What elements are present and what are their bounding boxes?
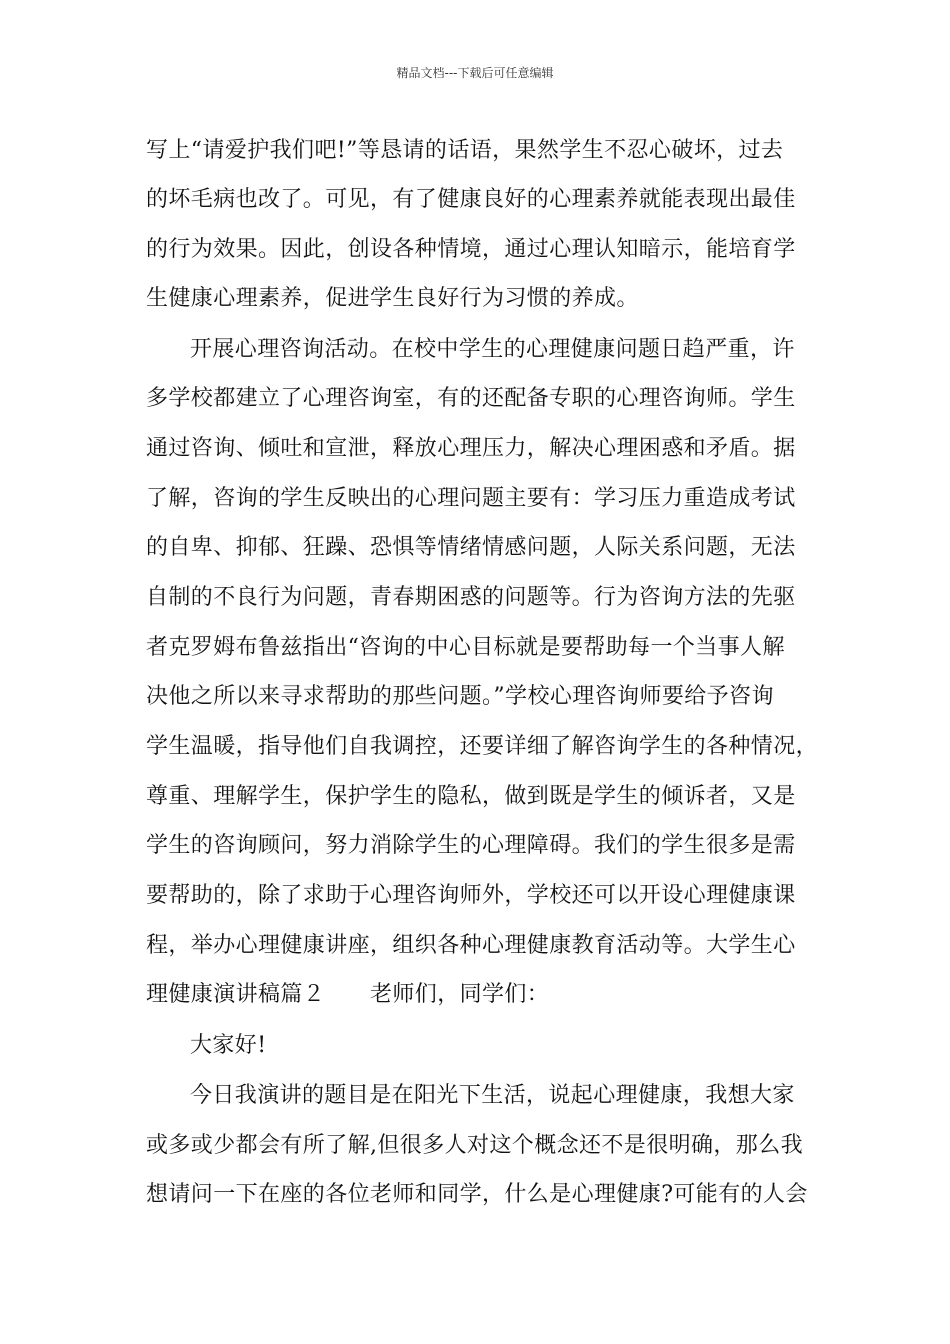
text-line: 程，举办心理健康讲座，组织各种心理健康教育活动等。大学生心: [146, 933, 796, 958]
text-line: 想请问一下在座的各位老师和同学，什么是心理健康?可能有的人会: [146, 1182, 808, 1207]
text-line: 写上“请爱护我们吧!”等恳请的话语，果然学生不忍心破坏，过去: [146, 138, 784, 163]
text-line: 生健康心理素养，促进学生良好行为习惯的养成。: [146, 286, 639, 311]
text-line: 或多或少都会有所了解,但很多人对这个概念还不是很明确，那么我: [146, 1133, 803, 1158]
page-header: 精品文档---下载后可任意编辑: [396, 66, 554, 80]
text-line: 的坏毛病也改了。可见，有了健康良好的心理素养就能表现出最佳: [146, 187, 796, 212]
text-line: 通过咨询、倾吐和宣泄，释放心理压力，解决心理困惑和矛盾。据: [146, 436, 796, 461]
text-line: 的自卑、抑郁、狂躁、恐惧等情绪情感问题，人际关系问题，无法: [146, 535, 796, 560]
text-line: 决他之所以来寻求帮助的那些问题。”学校心理咨询师要给予咨询: [146, 684, 774, 709]
text-line: 了解，咨询的学生反映出的心理问题主要有：学习压力重造成考试: [146, 486, 796, 511]
paragraph-first-line: 大家好!: [190, 1033, 267, 1058]
text-line: 尊重、理解学生，保护学生的隐私，做到既是学生的倾诉者，又是: [146, 784, 796, 809]
text-line: 要帮助的，除了求助于心理咨询师外，学校还可以开设心理健康课: [146, 883, 796, 908]
text-line: 学生的咨询顾问，努力消除学生的心理障碍。我们的学生很多是需: [146, 833, 796, 858]
text-line: 的行为效果。因此，创设各种情境，通过心理认知暗示，能培育学: [146, 237, 796, 262]
paragraph-first-line: 今日我演讲的题目是在阳光下生活，说起心理健康，我想大家: [190, 1083, 795, 1108]
text-line: 理健康演讲稿篇２ 老师们，同学们：: [146, 982, 550, 1007]
text-line: 者克罗姆布鲁兹指出“咨询的中心目标就是要帮助每一个当事人解: [146, 635, 785, 660]
text-line: 多学校都建立了心理咨询室，有的还配备专职的心理咨询师。学生: [146, 386, 796, 411]
text-line: 学生温暖，指导他们自我调控，还要详细了解咨询学生的各种情况，: [146, 734, 819, 759]
paragraph-first-line: 开展心理咨询活动。在校中学生的心理健康问题日趋严重，许: [190, 337, 795, 362]
text-line: 自制的不良行为问题，青春期困惑的问题等。行为咨询方法的先驱: [146, 585, 796, 610]
